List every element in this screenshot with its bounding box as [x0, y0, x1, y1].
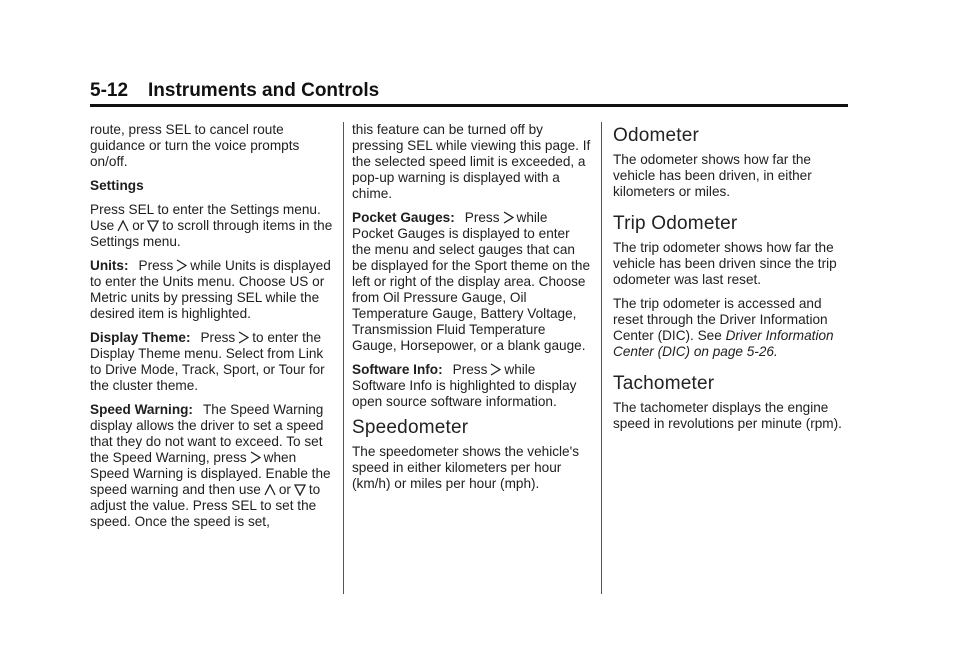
column-2: [352, 122, 592, 500]
right-arrow-icon: [176, 259, 187, 272]
speed-warning-paragraph: Speed Warning: The Speed Warning display allows the driver to set a speed that they do not want to exceed. To set the Speed Warning, press when Speed Warning is displayed. Enable the speed warning and then use or to adjust the value. Press SEL to set the speed. Once the speed is set,: [90, 402, 331, 529]
trip-odometer-paragraph-2: The trip odometer is accessed and reset through the Driver Information Center (DIC). See Driver Information Center (DIC) on page 5-26.: [613, 296, 834, 359]
column-divider-2: [601, 122, 602, 594]
display-theme-paragraph: Display Theme: Press to enter the Display Theme menu. Select from Link to Drive Mode, Track, Sport, or Tour for the cluster theme.: [90, 330, 325, 393]
odometer-heading: Odometer: [613, 125, 700, 146]
column-1: [90, 122, 335, 538]
right-arrow-icon: [250, 451, 261, 464]
section-title: Instruments and Controls: [148, 80, 380, 101]
up-arrow-icon: [264, 484, 276, 496]
up-arrow-icon: [117, 220, 129, 232]
page-number: 5-12: [90, 80, 129, 101]
header-rule: [90, 104, 848, 107]
column-3: [613, 122, 853, 440]
units-paragraph: Units: Press while Units is displayed to enter the Units menu. Choose US or Metric units by pressing SEL while the desired item is highlighted.: [90, 258, 331, 321]
speed-limit-paragraph: this feature can be turned off by pressing SEL while viewing this page. If the selected speed limit is exceeded, a pop-up warning is displayed with a chime.: [352, 122, 591, 201]
settings-paragraph: Press SEL to enter the Settings menu. Use or to scroll through items in the Settings menu.: [90, 202, 333, 249]
odometer-paragraph: The odometer shows how far the vehicle has been driven, in either kilometers or miles.: [613, 152, 812, 199]
right-arrow-icon: [238, 331, 249, 344]
route-paragraph: route, press SEL to cancel route guidance or turn the voice prompts on/off.: [90, 122, 300, 169]
pocket-gauges-paragraph: Pocket Gauges: Press while Pocket Gauges is displayed to enter the menu and select gauges that can be displayed for the Sport theme on the left or right of the display area. Choose from Oil Pressure Gauge, Oil Temperature Gauge, Battery Voltage, Transmission Fluid Temperature Gauge, Horsepower, or a blank gauge.: [352, 210, 591, 353]
column-divider-1: [343, 122, 344, 594]
page-header: [90, 80, 379, 102]
dic-reference-link[interactable]: Driver Information Center (DIC) on page 5-26.: [613, 328, 834, 359]
down-arrow-icon: [147, 220, 159, 232]
right-arrow-icon: [490, 363, 501, 376]
trip-odometer-paragraph-1: The trip odometer shows how far the vehicle has been driven since the trip odometer was last reset.: [613, 240, 837, 287]
speedometer-paragraph: The speedometer shows the vehicle's speed in either kilometers per hour (km/h) or miles per hour (mph).: [352, 444, 580, 491]
settings-heading: Settings: [90, 178, 144, 193]
tachometer-paragraph: The tachometer displays the engine speed in revolutions per minute (rpm).: [613, 400, 842, 431]
tachometer-heading: Tachometer: [613, 373, 715, 394]
speedometer-heading: Speedometer: [352, 417, 469, 438]
right-arrow-icon: [503, 211, 514, 224]
trip-odometer-heading: Trip Odometer: [613, 213, 738, 234]
software-info-paragraph: Software Info: Press while Software Info is highlighted to display open source software information.: [352, 362, 577, 409]
down-arrow-icon: [294, 484, 306, 496]
